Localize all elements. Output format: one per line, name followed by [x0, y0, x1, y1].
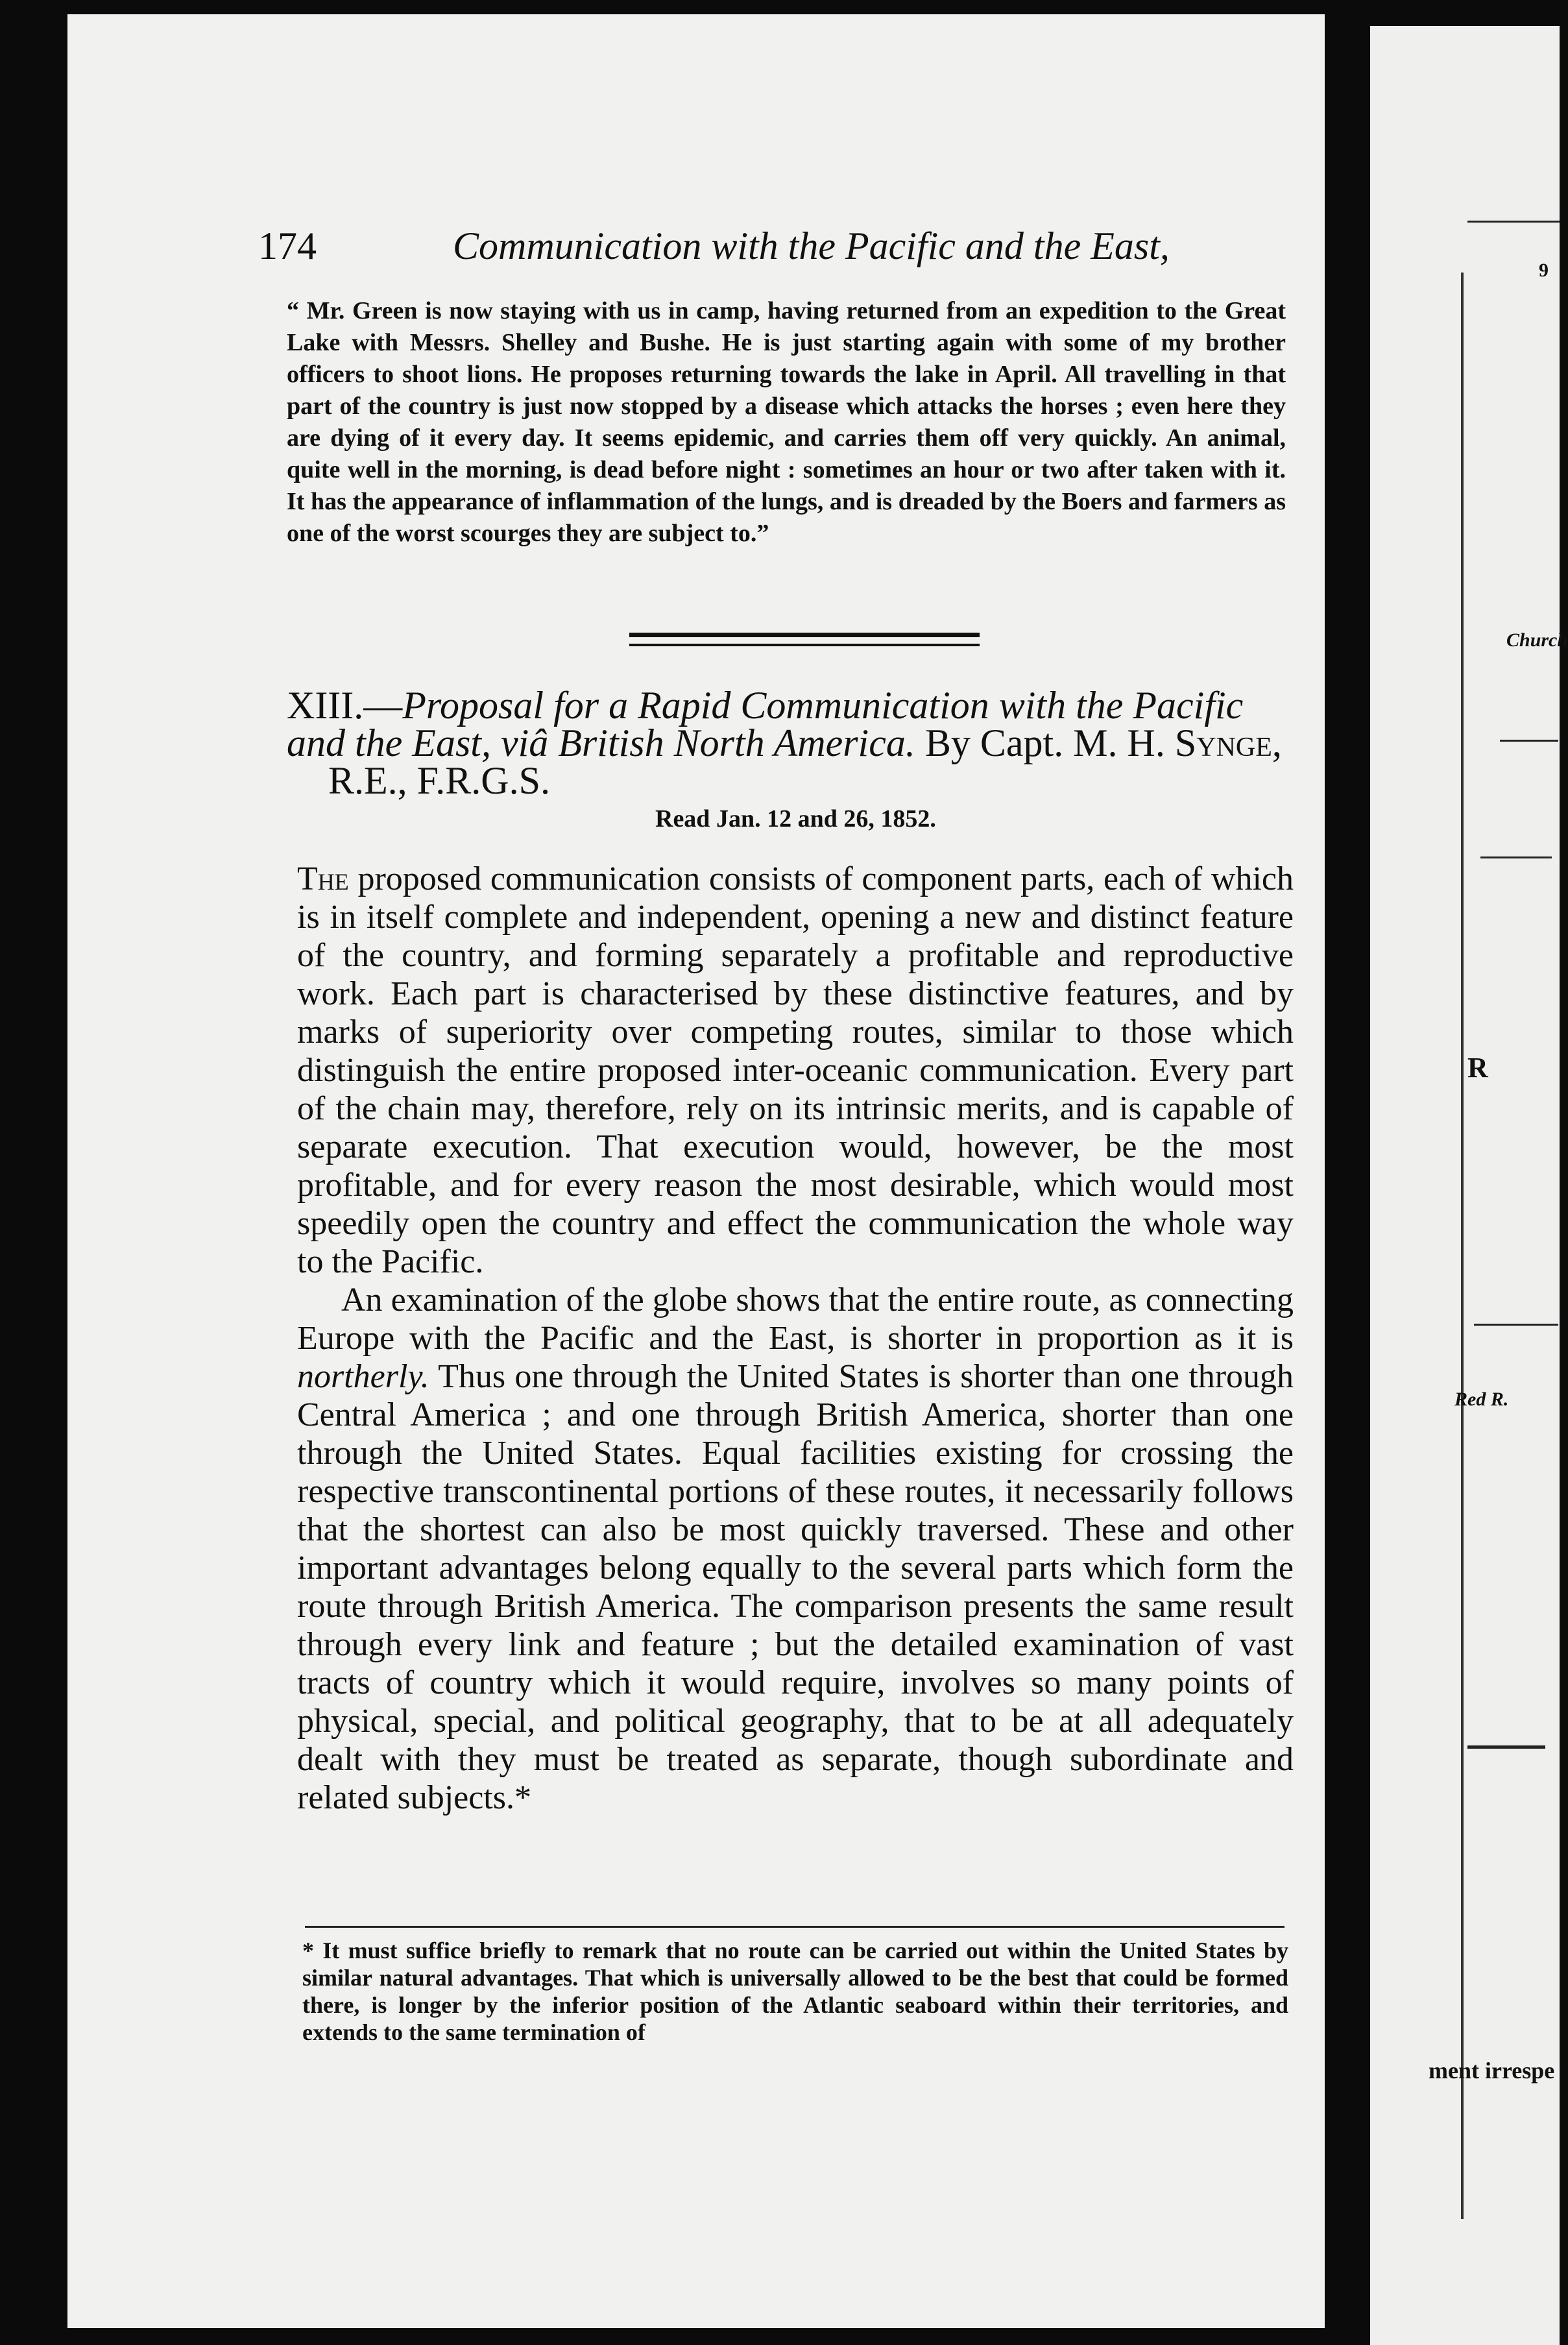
section-rule	[629, 633, 980, 637]
adjacent-map-page	[1370, 26, 1568, 2345]
footnote-rule	[305, 1926, 1285, 1928]
lead-word: The	[297, 860, 349, 897]
map-label: Church	[1506, 629, 1568, 651]
article-byline: By Capt. M. H.	[924, 722, 1165, 764]
map-line	[1467, 221, 1560, 223]
footnote: * It must suffice briefly to remark that no route can be carried out within the United States by similar natural advantages. That which is universally allowed to be the best that could be formed there, is longer by the inferior position of the Atlantic seaboard within their territories, and extends to the same termination of	[302, 1938, 1288, 2045]
emphasis: northerly.	[297, 1358, 429, 1395]
map-line	[1500, 740, 1558, 742]
quoted-letter: “ Mr. Green is now staying with us in camp, having returned from an expedition to the Great Lake with Messrs. Shelley and Bushe. He is just starting again with some of my brother officers to shoot lions. He proposes returning towards the lake in April. All travelling in that part of the country is just now stopped by a disease which attacks the horses ; even here they are dying of it every day. It seems epidemic, and carries them off very quickly. An animal, quite well in the morning, is dead before night : sometimes an hour or two after taken with it. It has the appearance of inflammation of the lungs, and is dreaded by the Boers and farmers as one of the worst scourges they are subject to.”	[287, 297, 1286, 547]
read-date: Read Jan. 12 and 26, 1852.	[655, 805, 936, 832]
map-border	[1461, 273, 1464, 2219]
map-label: ment irrespe	[1429, 2058, 1555, 2084]
map-label: Red R.	[1454, 1389, 1509, 1410]
paragraph-text: Thus one through the United States is shorter than one through Central America ; and one through British America, shorter than one through the United States. Equal facilities existing for crossing the respective transcontinental portions of these routes, it necessarily follows that the shortest can also be most quickly traversed. These and other important advantages belong equally to the several parts which form the route through British America. The comparison presents the same result through every link and feature ; but the detailed examination of vast tracts of country which it would require, involves so many points of physical, special, and political geography, that to be at all adequately dealt with they must be treated as separate, though subordinate and related subjects.*	[297, 1358, 1294, 1816]
page-number: 174	[258, 225, 317, 267]
map-label: R	[1467, 1052, 1488, 1084]
page-header	[258, 224, 1309, 276]
paragraph	[297, 1281, 1294, 1817]
map-line	[1474, 1324, 1558, 1326]
map-label: 9	[1539, 260, 1549, 281]
paragraph-text: proposed communication consists of component parts, each of which is in itself complete and independent, opening a new and distinct feature of the country, and forming separately a profitable and reproductive work. Each part is characterised by these distinctive features, and by marks of superiority over competing routes, similar to those which distinguish the entire proposed inter-oceanic communication. Every part of the chain may, therefore, rely on its intrinsic merits, and is capable of separate execution. That execution would, however, be the most profitable, and for every reason the most desirable, which would most speedily open the country and effect the communication the whole way to the Pacific.	[297, 860, 1294, 1280]
article-title: Proposal for a Rapid Communication with the Pacific and the East, viâ British North America.	[287, 684, 1244, 764]
paragraph-text: An examination of the globe shows that the entire route, as connecting Europe with the Pacific and the East, is shorter in proportion as it is	[297, 1282, 1294, 1357]
map-line	[1480, 857, 1552, 858]
section-rule	[629, 644, 980, 646]
article-body	[297, 860, 1294, 1817]
article-heading: XIII.—Proposal for a Rapid Communication with the Pacific and the East, viâ British North America. By Capt. M. H. Synge, R.E., F.R.G.S.	[287, 684, 1282, 802]
author-credentials: R.E., F.R.G.S.	[328, 759, 550, 802]
author-surname: Synge	[1174, 722, 1272, 764]
article-number: XIII.—	[287, 684, 403, 727]
paragraph	[297, 860, 1294, 1281]
running-title: Communication with the Pacific and the East,	[453, 225, 1170, 267]
map-line	[1467, 1745, 1545, 1749]
